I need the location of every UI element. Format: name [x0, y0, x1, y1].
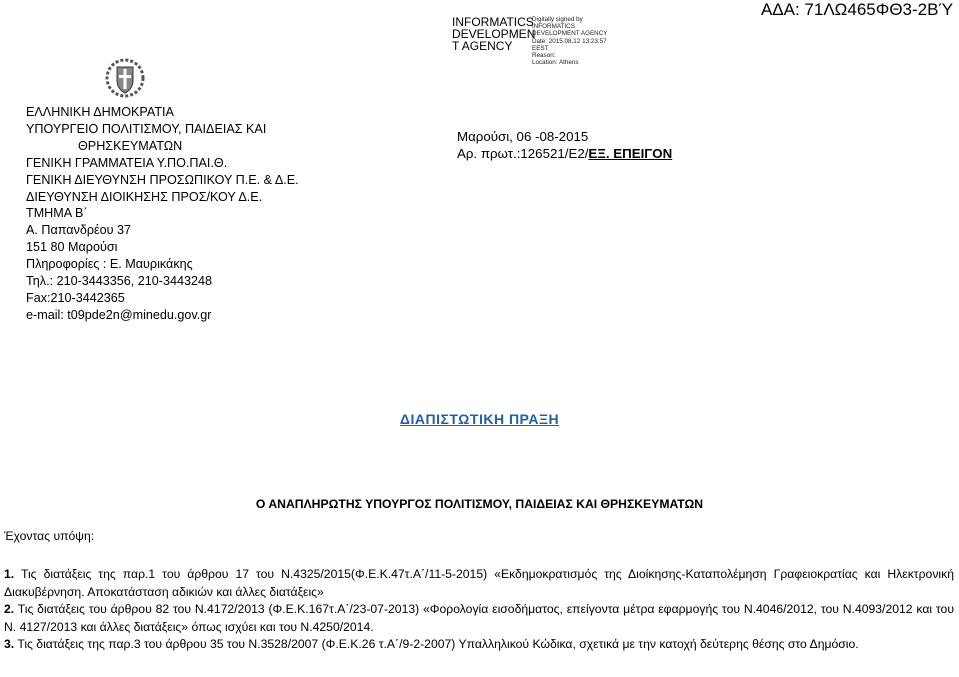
list-item — [4, 601, 954, 636]
contact-line: Τηλ.: 210-3443356, 210-3443248 — [26, 274, 213, 289]
document-reference-block — [457, 128, 672, 162]
contact-line: Fax:210-3442365 — [26, 290, 125, 305]
signature-detail-line: INFORMATICS — [532, 23, 575, 31]
signature-name-line: INFORMATICS — [452, 15, 534, 29]
signature-detail-line: Digitally signed by — [532, 16, 583, 23]
item-number: 2. — [4, 602, 15, 617]
minister-heading: Ο ΑΝΑΠΛΗΡΩΤΗΣ ΥΠΟΥΡΓΟΣ ΠΟΛΙΤΙΣΜΟΥ, ΠΑΙΔΕΙΑΣ ΚΑΙ ΘΡΗΣΚΕΥΜΑΤΩΝ — [255, 497, 704, 511]
contact-line: e-mail: t09pde2n@minedu.gov.gr — [26, 307, 212, 322]
authority-line: ΓΕΝΙΚΗ ΔΙΕΥΘΥΝΣΗ ΠΡΟΣΩΠΙΚΟΥ Π.Ε. & Δ.Ε. — [26, 172, 299, 187]
address-line: 151 80 Μαρούσι — [26, 240, 118, 255]
item-text: Τις διατάξεις του άρθρου 82 του Ν.4172/2013 (Φ.Ε.Κ.167τ.Α΄/23-07-2013) «Φορολογία εισοδήματος, επείγοντα μέτρα εφαρμογής του Ν.4046/2012, του Ν.4093/2012 και του Ν. 4127/2013 και άλλες διατάξεις» όπως ισχύει και του Ν.4250/2014. — [4, 602, 954, 634]
coat-of-arms-icon — [105, 58, 145, 98]
urgent-marker: ΕΞ. ΕΠΕΙΓΟΝ — [588, 146, 673, 161]
signature-detail-line: Date: 2015.08.12 13:23:57 — [532, 37, 607, 45]
considerations-list — [4, 566, 954, 654]
item-number: 3. — [4, 637, 15, 652]
address-line: Α. Παπανδρέου 37 — [26, 223, 132, 238]
authority-line: ΘΡΗΣΚΕΥΜΑΤΩΝ — [78, 138, 183, 153]
authority-line: ΥΠΟΥΡΓΕΙΟ ΠΟΛΙΤΙΣΜΟΥ, ΠΑΙΔΕΙΑΣ ΚΑΙ — [26, 121, 267, 136]
signature-name-line: T AGENCY — [452, 39, 513, 53]
issuing-authority-block — [26, 104, 326, 324]
signature-detail-line: EEST — [532, 44, 549, 52]
protocol-number — [457, 145, 672, 162]
signature-detail-line: Reason: — [532, 52, 556, 60]
signature-name-line: DEVELOPMEN — [452, 27, 536, 41]
item-text: Τις διατάξεις της παρ.1 του άρθρου 17 του Ν.4325/2015(Φ.Ε.Κ.47τ.Α΄/11-5-2015) «Εκδημοκρατισμός της Διοίκησης-Καταπολέμηση Γραφειοκρατίας και Ηλεκτρονική Διακυβέρνηση. Αποκατάσταση αδικιών και άλλες διατάξεις» — [4, 567, 954, 599]
list-item — [4, 566, 954, 601]
signature-signer-name — [452, 15, 536, 53]
authority-line: ΔΙΕΥΘΥΝΣΗ ΔΙΟΙΚΗΣΗΣ ΠΡΟΣ/ΚΟΥ Δ.Ε. — [26, 189, 263, 204]
considering-label: Έχοντας υπόψη: — [4, 529, 95, 543]
item-text: Τις διατάξεις της παρ.3 του άρθρου 35 του Ν.3528/2007 (Φ.Ε.Κ.26 τ.Α΄/9-2-2007) Υπαλληλικού Κώδικα, σχετικά με την κατοχή δεύτερης θέσης στο Δημόσιο. — [17, 637, 859, 652]
signature-detail-line: DEVELOPMENT AGENCY — [532, 30, 608, 38]
authority-line: ΕΛΛΗΝΙΚΗ ΔΗΜΟΚΡΑΤΙΑ — [26, 105, 174, 119]
authority-line: ΓΕΝΙΚΗ ΓΡΑΜΜΑΤΕΙΑ Υ.ΠΟ.ΠΑΙ.Θ. — [26, 155, 228, 170]
document-title: ΔΙΑΠΙΣΤΩΤΙΚΗ ΠΡΑΞΗ — [399, 411, 560, 427]
list-item — [4, 636, 954, 654]
document-date: Μαρούσι, 06 -08-2015 — [457, 129, 589, 144]
protocol-prefix: Αρ. πρωτ.:126521/Ε2/ — [457, 146, 589, 161]
contact-line: Πληροφορίες : Ε. Μαυρικάκης — [26, 257, 193, 272]
authority-line: ΤΜΗΜΑ Β΄ — [26, 206, 88, 221]
ada-code: ΑΔΑ: 71ΛΩ465ΦΘ3-2ΒΎ — [760, 0, 953, 19]
signature-details — [532, 16, 632, 66]
signature-detail-line: Location: Athens — [532, 59, 579, 67]
item-number: 1. — [4, 567, 15, 581]
